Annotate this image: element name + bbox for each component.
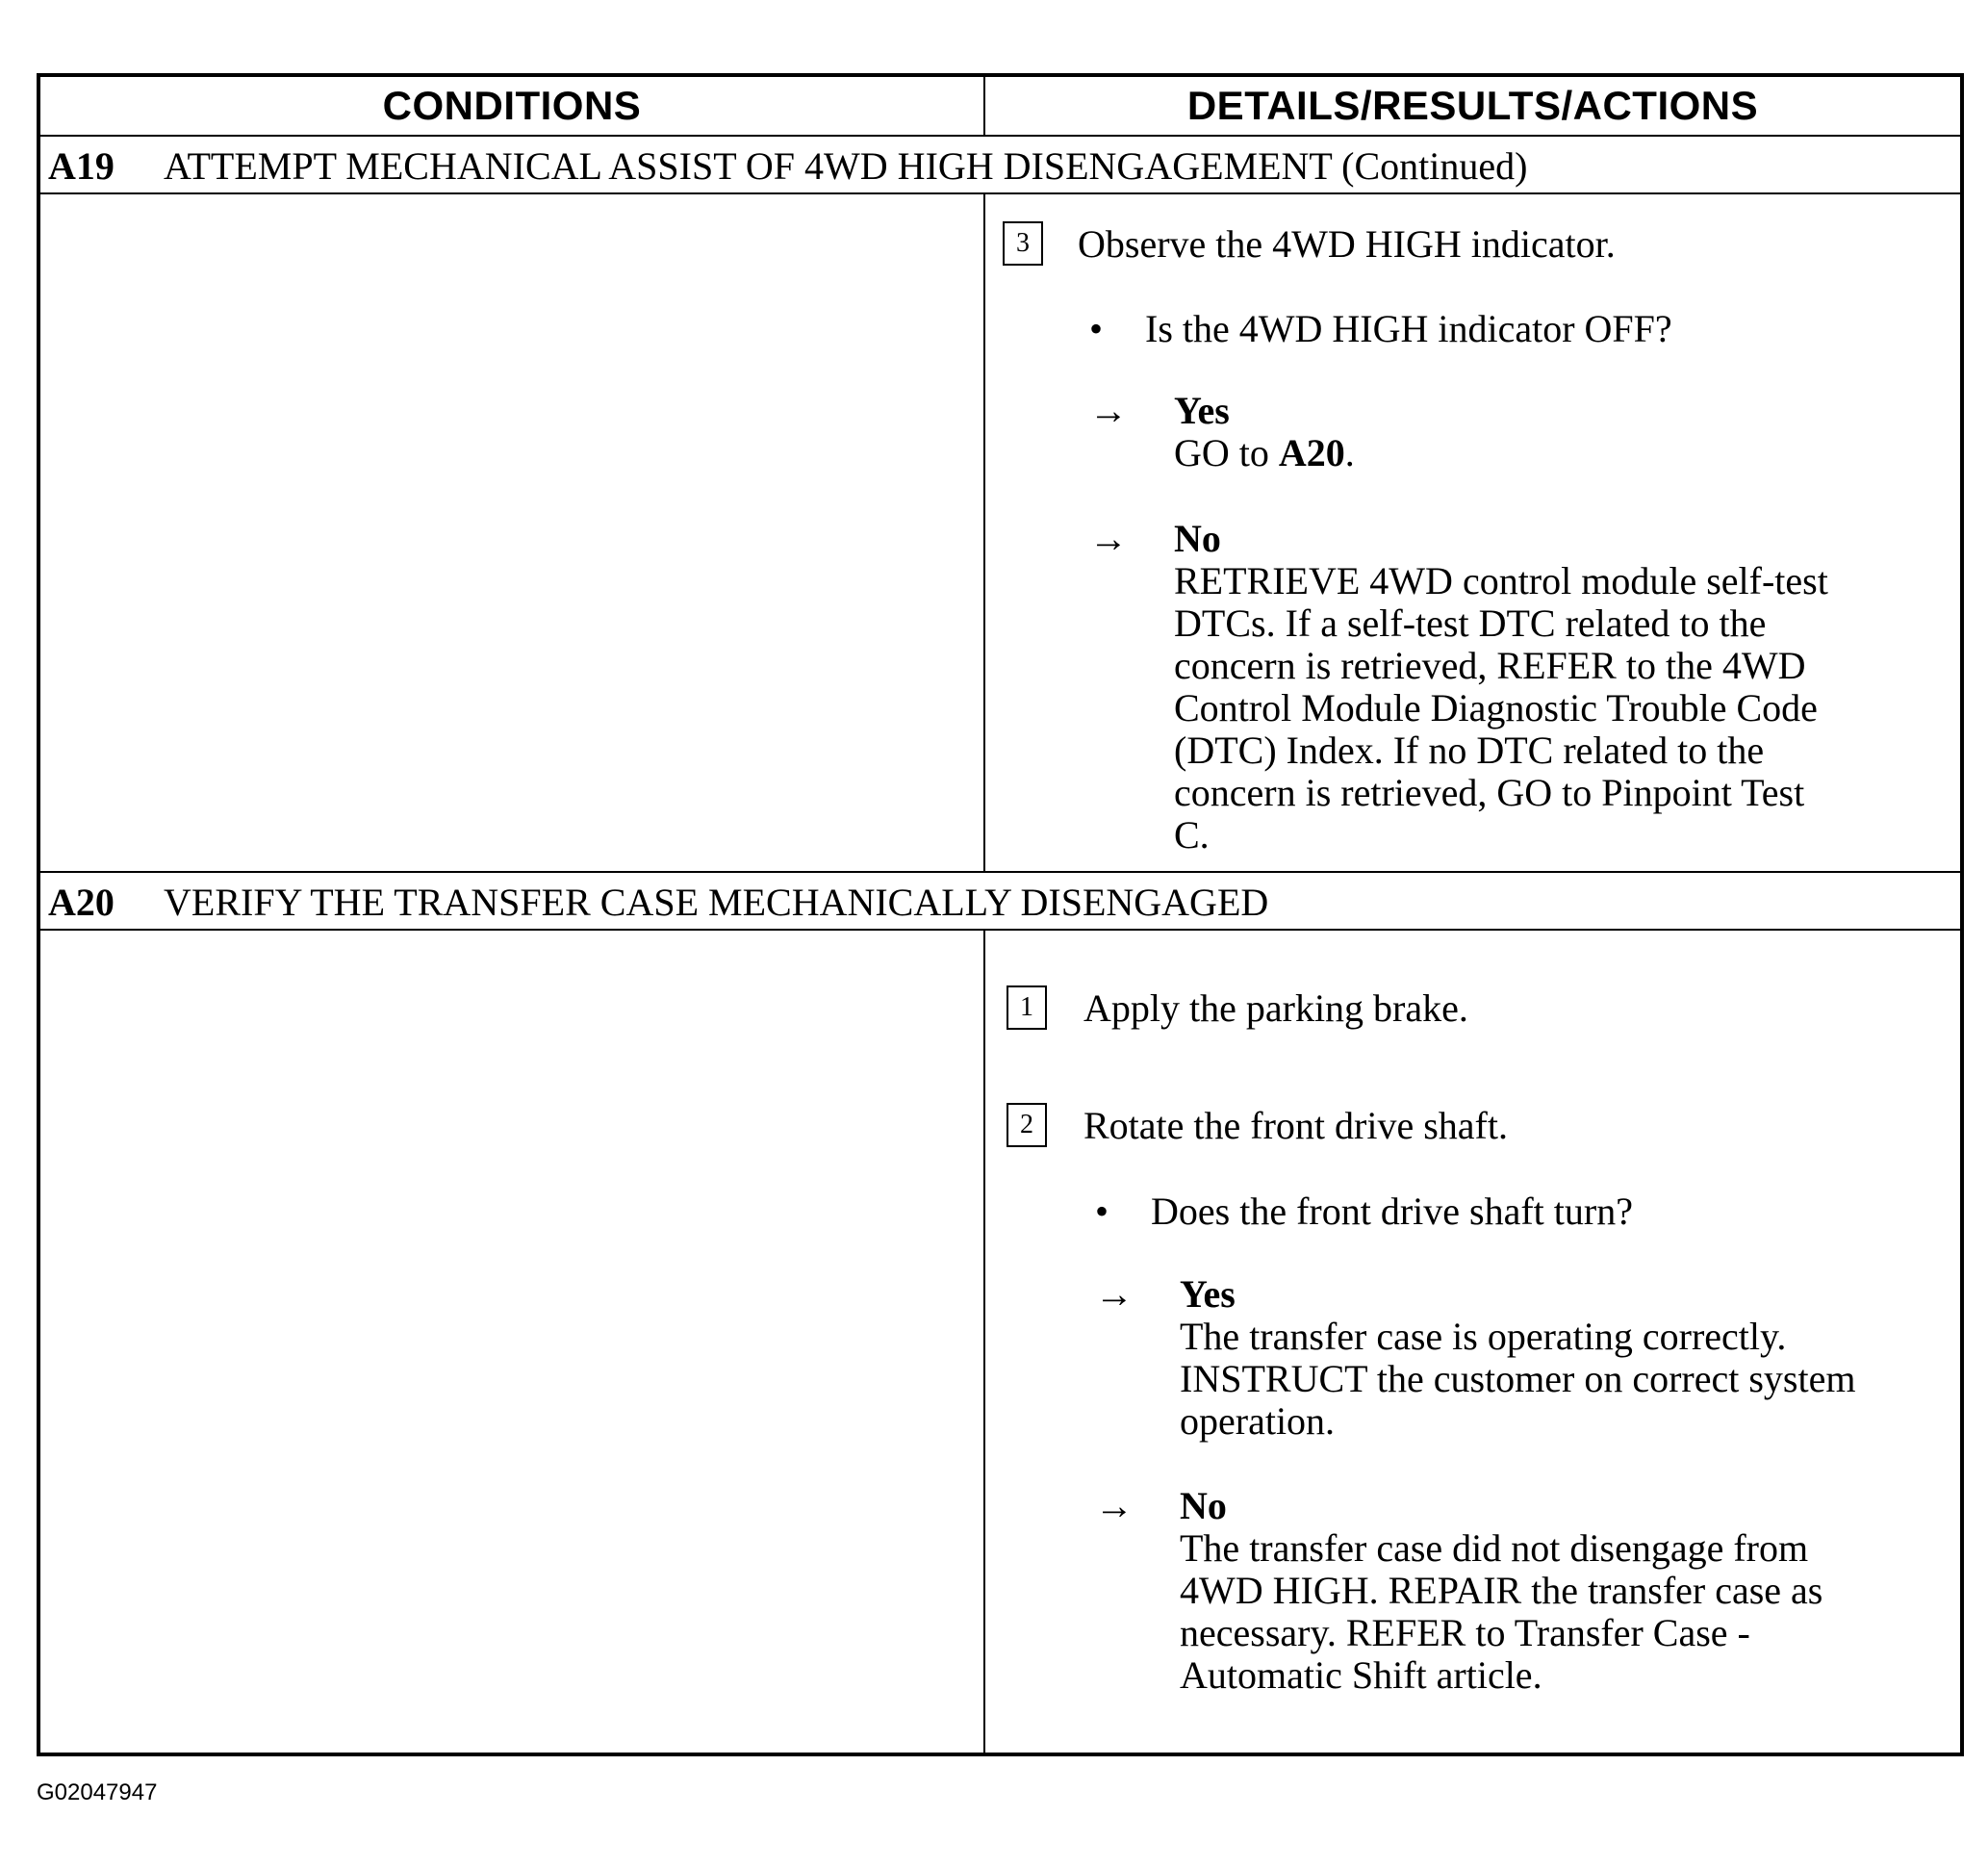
diagnostic-table bbox=[37, 73, 1964, 1756]
step-text: Rotate the front drive shaft. bbox=[1083, 1104, 1508, 1147]
section-title: VERIFY THE TRANSFER CASE MECHANICALLY DISENGAGED bbox=[164, 880, 1269, 924]
no-action-line: concern is retrieved, GO to Pinpoint Test bbox=[1174, 771, 1805, 814]
step-number-box: 2 bbox=[1007, 1103, 1047, 1147]
no-action-line: C. bbox=[1174, 813, 1210, 857]
yes-action-line: INSTRUCT the customer on correct system bbox=[1180, 1357, 1856, 1400]
no-label: No bbox=[1174, 517, 1221, 560]
column-divider bbox=[983, 77, 985, 135]
step-number-box: 1 bbox=[1007, 985, 1047, 1030]
column-divider bbox=[983, 192, 985, 871]
section-id: A19 bbox=[48, 143, 115, 188]
figure-id: G02047947 bbox=[37, 1779, 158, 1805]
yes-action-line: operation. bbox=[1180, 1399, 1336, 1443]
header-details: DETAILS/RESULTS/ACTIONS bbox=[1186, 83, 1759, 128]
yes-label: Yes bbox=[1180, 1272, 1236, 1316]
header-conditions: CONDITIONS bbox=[382, 83, 642, 128]
no-action-line: Automatic Shift article. bbox=[1180, 1653, 1542, 1697]
yes-action-line: The transfer case is operating correctly. bbox=[1180, 1315, 1787, 1358]
bullet-icon: • bbox=[1095, 1190, 1109, 1233]
no-action-line: The transfer case did not disengage from bbox=[1180, 1526, 1809, 1570]
yes-action bbox=[1180, 1316, 1855, 1443]
yes-action-target: A20 bbox=[1278, 431, 1345, 474]
no-action-line: (DTC) Index. If no DTC related to the bbox=[1174, 729, 1765, 772]
no-action-line: RETRIEVE 4WD control module self-test bbox=[1174, 559, 1828, 602]
no-action-line: necessary. REFER to Transfer Case - bbox=[1180, 1611, 1750, 1654]
section-id: A20 bbox=[48, 880, 115, 924]
step-number-box: 3 bbox=[1003, 221, 1043, 266]
question-text: Does the front drive shaft turn? bbox=[1151, 1190, 1633, 1233]
yes-label: Yes bbox=[1174, 389, 1230, 432]
no-action-line: Control Module Diagnostic Trouble Code bbox=[1174, 686, 1818, 729]
no-action-line: concern is retrieved, REFER to the 4WD bbox=[1174, 644, 1806, 687]
arrow-right-icon: → bbox=[1095, 1272, 1134, 1316]
section-a19-header bbox=[48, 137, 1527, 194]
yes-action-suffix: . bbox=[1344, 431, 1355, 474]
arrow-right-icon: → bbox=[1089, 517, 1128, 560]
arrow-right-icon: → bbox=[1095, 1484, 1134, 1527]
section-title: ATTEMPT MECHANICAL ASSIST OF 4WD HIGH DISENGAGEMENT (Continued) bbox=[164, 143, 1528, 188]
bullet-icon: • bbox=[1089, 307, 1104, 350]
step-text: Observe the 4WD HIGH indicator. bbox=[1078, 222, 1616, 266]
yes-action bbox=[1174, 432, 1355, 474]
step-text: Apply the parking brake. bbox=[1083, 986, 1468, 1030]
no-action-line: DTCs. If a self-test DTC related to the bbox=[1174, 601, 1767, 645]
yes-action-prefix: GO to bbox=[1174, 431, 1279, 474]
arrow-right-icon: → bbox=[1089, 389, 1128, 432]
question-text: Is the 4WD HIGH indicator OFF? bbox=[1145, 307, 1672, 350]
no-action bbox=[1180, 1527, 1822, 1697]
section-a20-header bbox=[48, 873, 1268, 931]
column-divider bbox=[983, 929, 985, 1756]
no-label: No bbox=[1180, 1484, 1227, 1527]
no-action-line: 4WD HIGH. REPAIR the transfer case as bbox=[1180, 1569, 1823, 1612]
no-action bbox=[1174, 560, 1828, 857]
